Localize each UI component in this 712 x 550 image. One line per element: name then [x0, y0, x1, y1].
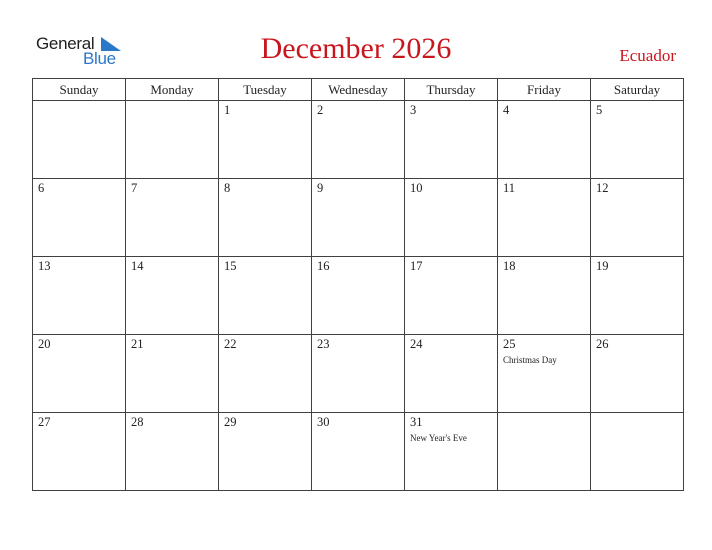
day-number: 16 [317, 259, 330, 273]
day-number: 5 [596, 103, 603, 117]
day-number: 30 [317, 415, 330, 429]
day-number: 21 [131, 337, 144, 351]
day-number: 24 [410, 337, 423, 351]
day-cell [33, 257, 126, 335]
week-row [33, 179, 684, 257]
day-cell [219, 335, 312, 413]
day-number: 18 [503, 259, 516, 273]
day-number: 25 [503, 337, 516, 351]
day-number: 14 [131, 259, 144, 273]
day-cell [591, 257, 684, 335]
day-number: 28 [131, 415, 144, 429]
day-number: 15 [224, 259, 237, 273]
day-cell [126, 335, 219, 413]
day-number: 2 [317, 103, 324, 117]
day-cell [219, 179, 312, 257]
day-cell [126, 101, 219, 179]
day-cell [405, 257, 498, 335]
weekday-header: Friday [498, 79, 591, 101]
day-cell [312, 335, 405, 413]
day-cell [591, 101, 684, 179]
day-number: 11 [503, 181, 516, 195]
day-cell [33, 101, 126, 179]
day-cell [591, 335, 684, 413]
day-number: 9 [317, 181, 324, 195]
day-number: 12 [596, 181, 609, 195]
day-cell [312, 257, 405, 335]
day-number: 3 [410, 103, 417, 117]
day-cell [126, 257, 219, 335]
country-label: Ecuador [619, 46, 676, 65]
day-cell [405, 413, 498, 491]
day-cell [126, 179, 219, 257]
day-cell [498, 257, 591, 335]
day-cell [498, 335, 591, 413]
day-number: 10 [410, 181, 423, 195]
week-row [33, 335, 684, 413]
day-number: 31 [410, 415, 423, 429]
day-cell [498, 413, 591, 491]
day-number: 23 [317, 337, 330, 351]
week-row [33, 257, 684, 335]
weekday-header: Monday [126, 79, 219, 101]
day-cell [405, 101, 498, 179]
day-cell [219, 257, 312, 335]
logo-text-blue: Blue [83, 49, 116, 68]
day-cell [33, 413, 126, 491]
calendar-grid [32, 78, 684, 491]
weekday-header-row [33, 79, 684, 101]
day-number: 19 [596, 259, 609, 273]
day-cell [33, 179, 126, 257]
day-cell [219, 101, 312, 179]
day-cell [126, 413, 219, 491]
day-number: 1 [224, 103, 231, 117]
day-cell [219, 413, 312, 491]
logo-text-general: General [36, 34, 95, 53]
day-cell [405, 179, 498, 257]
day-number: 4 [503, 103, 510, 117]
day-cell [312, 101, 405, 179]
day-cell [312, 413, 405, 491]
day-number: 13 [38, 259, 51, 273]
weekday-header: Tuesday [219, 79, 312, 101]
day-cell [498, 101, 591, 179]
day-number: 7 [131, 181, 138, 195]
day-number: 20 [38, 337, 51, 351]
day-number: 26 [596, 337, 609, 351]
day-number: 29 [224, 415, 237, 429]
day-cell [312, 179, 405, 257]
weekday-header: Saturday [591, 79, 684, 101]
day-cell [591, 413, 684, 491]
day-number: 6 [38, 181, 45, 195]
day-number: 8 [224, 181, 231, 195]
day-number: 22 [224, 337, 237, 351]
day-number: 27 [38, 415, 51, 429]
day-cell [591, 179, 684, 257]
holiday-label: New Year's Eve [410, 433, 467, 443]
week-row [33, 413, 684, 491]
day-number: 17 [410, 259, 423, 273]
day-cell [33, 335, 126, 413]
week-row [33, 101, 684, 179]
weekday-header: Thursday [405, 79, 498, 101]
page-title: December 2026 [260, 32, 452, 65]
weekday-header: Sunday [33, 79, 126, 101]
day-cell [498, 179, 591, 257]
day-cell [405, 335, 498, 413]
holiday-label: Christmas Day [503, 355, 557, 365]
weekday-header: Wednesday [312, 79, 405, 101]
